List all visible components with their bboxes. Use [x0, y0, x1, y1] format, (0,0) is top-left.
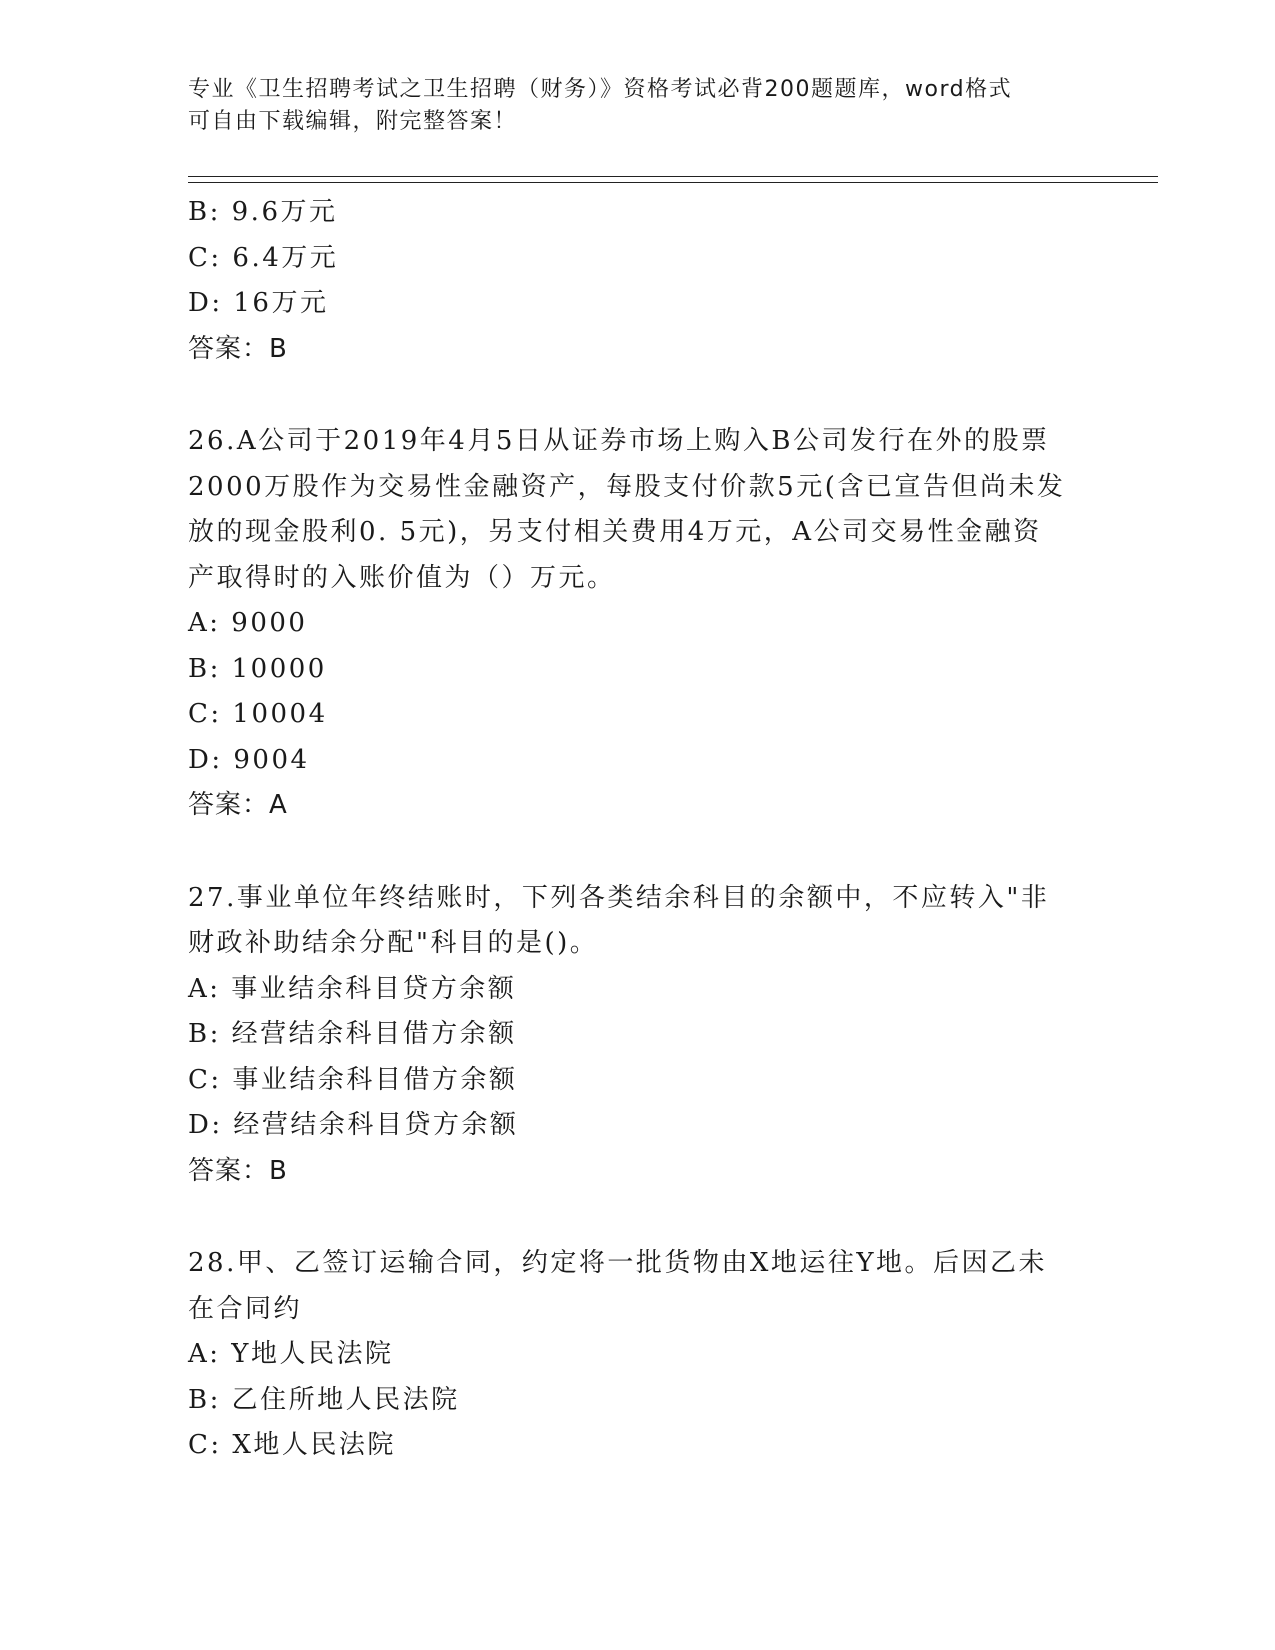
question-26: [188, 419, 1088, 829]
option-a: A: 事业结余科目贷方余额: [188, 973, 517, 1004]
option-c: C: 事业结余科目借方余额: [188, 1064, 518, 1095]
question-28: [188, 1241, 1088, 1469]
stem-line: 28.甲、乙签订运输合同，约定将一批货物由X地运往Y地。后因乙未: [188, 1248, 1048, 1278]
stem-line: 27.事业单位年终结账时，下列各类结余科目的余额中，不应转入"非: [188, 882, 1050, 913]
answer-line: 答案：B: [188, 1155, 288, 1186]
stem-line: 财政补助结余分配"科目的是()。: [188, 928, 599, 958]
option-b: B: 乙住所地人民法院: [188, 1384, 460, 1415]
option-c: C: X地人民法院: [188, 1430, 396, 1460]
stem-line: 放的现金股利0. 5元)，另支付相关费用4万元，A公司交易性金融资: [188, 517, 1042, 547]
question-27: [188, 876, 1088, 1195]
document-header: [188, 74, 1068, 138]
header-title-line-1: 专业《卫生招聘考试之卫生招聘（财务）》资格考试必背200题题库，word格式: [188, 77, 1013, 102]
option-d: D: 16万元: [188, 288, 329, 318]
stem-line: 在合同约: [188, 1293, 303, 1324]
answer-line: 答案：A: [188, 790, 288, 820]
question-stem: [188, 1241, 1088, 1332]
stem-line: 2000万股作为交易性金融资产，每股支付价款5元(含已宣告但尚未发: [188, 471, 1066, 502]
option-d: D: 9004: [188, 744, 310, 775]
option-c: C: 6.4万元: [188, 242, 339, 273]
question-list: [188, 190, 1088, 1469]
spacer: [188, 829, 1088, 876]
header-divider-top: [188, 176, 1158, 177]
question-25-continued: [188, 190, 1088, 372]
spacer: [188, 372, 1088, 419]
spacer: [188, 1194, 1088, 1241]
stem-line: 26.A公司于2019年4月5日从证券市场上购入B公司发行在外的股票: [188, 426, 1050, 456]
header-divider-bottom: [188, 182, 1158, 183]
option-c: C: 10004: [188, 699, 328, 729]
option-b: B: 经营结余科目借方余额: [188, 1019, 517, 1049]
option-a: A: 9000: [188, 608, 308, 638]
option-b: B: 9.6万元: [188, 197, 338, 227]
option-d: D: 经营结余科目贷方余额: [188, 1110, 519, 1140]
header-title-line-2: 可自由下载编辑，附完整答案！: [188, 109, 518, 134]
option-a: A: Y地人民法院: [188, 1339, 394, 1369]
question-stem: [188, 419, 1088, 601]
answer-line: 答案：B: [188, 333, 288, 364]
option-b: B: 10000: [188, 653, 327, 684]
stem-line: 产取得时的入账价值为（）万元。: [188, 562, 616, 593]
question-stem: [188, 876, 1088, 967]
